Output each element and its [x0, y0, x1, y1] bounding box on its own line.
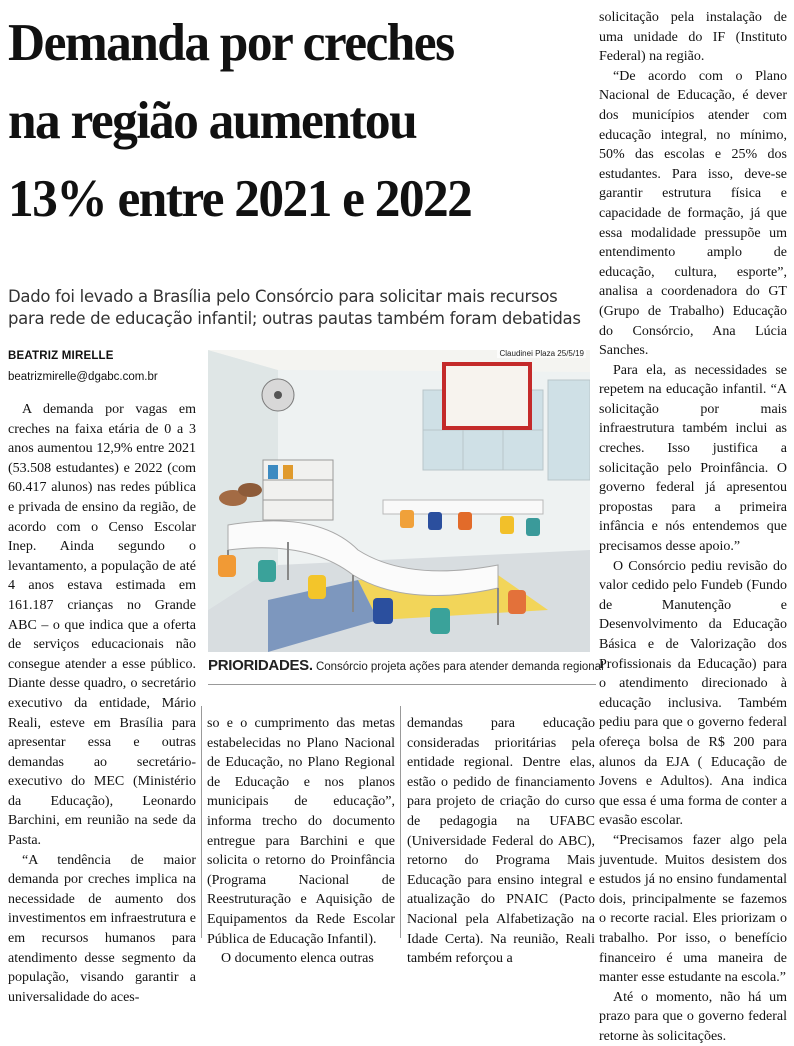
paragraph: A demanda por vagas em creches na faixa etária de 0 a 3 anos aumentou 12,9% entre 2021 (53.508 estudantes) e 2022 (com 60.417 alunos) nas redes pública e privada de ensino da região, de acordo com o Censo Escolar Inep. Ainda segundo o levantamento, a população de até 4 anos estava estimada em 161.187 crianças no Grande ABC – o que indica que a oferta de serviços educacionais não consegue atender a esse público. Diante desse quadro, o secretário executivo da entidade, Mário Reali, esteve em Brasília para apresentar essa e outras demandas ao secretário-executivo do MEC (Ministério da Educação), Leonardo Barchini, em reunião na sede da Pasta.: [8, 402, 196, 849]
article-column-2: [207, 714, 395, 969]
photo-caption: [208, 657, 604, 674]
byline-email[interactable]: beatrizmirelle@dgabc.com.br: [8, 371, 158, 383]
paragraph: Até o momento, não há um prazo para que o governo federal retorne às solicitações.: [599, 989, 787, 1044]
caption-text: Consórcio projeta ações para atender demanda regional: [312, 661, 604, 673]
photo-credit: Claudinei Plaza 25/5/19: [499, 350, 584, 358]
paragraph: O documento elenca outras: [221, 951, 374, 967]
article-column-3: [407, 714, 595, 969]
paragraph: solicitação pela instalação de uma unidade do IF (Instituto Federal) na região.: [599, 10, 787, 65]
headline: [8, 4, 569, 238]
paragraph: O Consórcio pediu revisão do valor cedido pelo Fundeb (Fundo de Manutenção e Desenvolvimento da Educação Básica e de Valorização dos Profissionais da Educação) para o atendimento direcionado à educação inclusiva. Também pediu para que o governo federal ofereça bolsa de R$ 200 para alunos da EJA ( Educação de Jovens e Adultos). Ana indica que essa é uma forma de conter a evasão escolar.: [599, 558, 787, 829]
paragraph: “De acordo com o Plano Nacional de Educação, é dever dos municípios atender com educação integral, no mínimo, 50% das escolas e 25% dos estudantes. Para isso, deve-se garantir estrutura física e capacidade de formação, já que essa modalidade pressupõe um entendimento amplo de educação, cultura, esporte”, analisa a coordenadora do GT (Grupo de Trabalho) Educação do Consórcio, Ana Lúcia Sanches.: [599, 68, 787, 359]
headline-line: na região aumentou: [8, 92, 417, 150]
byline-author: BEATRIZ MIRELLE: [8, 350, 114, 362]
article-column-4: [599, 8, 787, 1046]
caption-divider: [208, 684, 596, 685]
paragraph: demandas para educação consideradas prioritárias pela entidade regional. Dentre elas, estão o pedido de financiamento para projeto de criação do curso de pedagogia na UFABC (Universidade Federal do ABC), retorno do Programa Mais Educação para ensino integral e atualização do PNAIC (Pacto Nacional pela Alfabetização na Idade Certa). Na reunião, Reali também reforçou a: [407, 716, 595, 967]
article-column-1: [8, 400, 196, 1007]
classroom-photo: [208, 350, 590, 652]
column-divider: [400, 706, 401, 938]
headline-line: 13% entre 2021 e 2022: [8, 170, 472, 228]
subtitle: Dado foi levado a Brasília pelo Consórcio para solicitar mais recursos para rede de educação infantil; outras pautas também foram debatidas: [8, 287, 581, 328]
column-divider: [201, 706, 202, 938]
classroom-illustration: [208, 350, 590, 652]
paragraph: Para ela, as necessidades se repetem na educação infantil. “A solicitação por mais infraestrutura também inclui as creches. Isso justifica a solicitação pelo Proinfância. O governo federal já apresentou propostas para a primeira infância e nós entendemos que precisamos desse apoio.”: [599, 362, 787, 555]
caption-label: PRIORIDADES.: [208, 657, 313, 674]
headline-line: Demanda por creches: [8, 14, 454, 72]
paragraph: “A tendência de maior demanda por creches implica na necessidade de aumento dos investimentos em infraestrutura e em recursos humanos para atendimento desse segmento da população, visando garantir a universalidade do aces-: [8, 852, 196, 1005]
paragraph: so e o cumprimento das metas estabelecidas no Plano Nacional de Educação, no Plano Regional de Educação e nos planos municipais de educação”, informa trecho do documento entregue para Barchini e que solicita o retorno do Proinfância (Programa Nacional de Reestruturação e Aquisição de Equipamentos da Rede Escolar Pública de Educação Infantil).: [207, 716, 395, 947]
paragraph: “Precisamos fazer algo pela juventude. Muitos desistem dos estudos já no ensino fundamental dois, principalmente se fazemos o recorte racial. Eles priorizam o trabalho. Por isso, o benefício financeiro é uma maneira de manter esse estudante na escola.”: [599, 832, 787, 986]
